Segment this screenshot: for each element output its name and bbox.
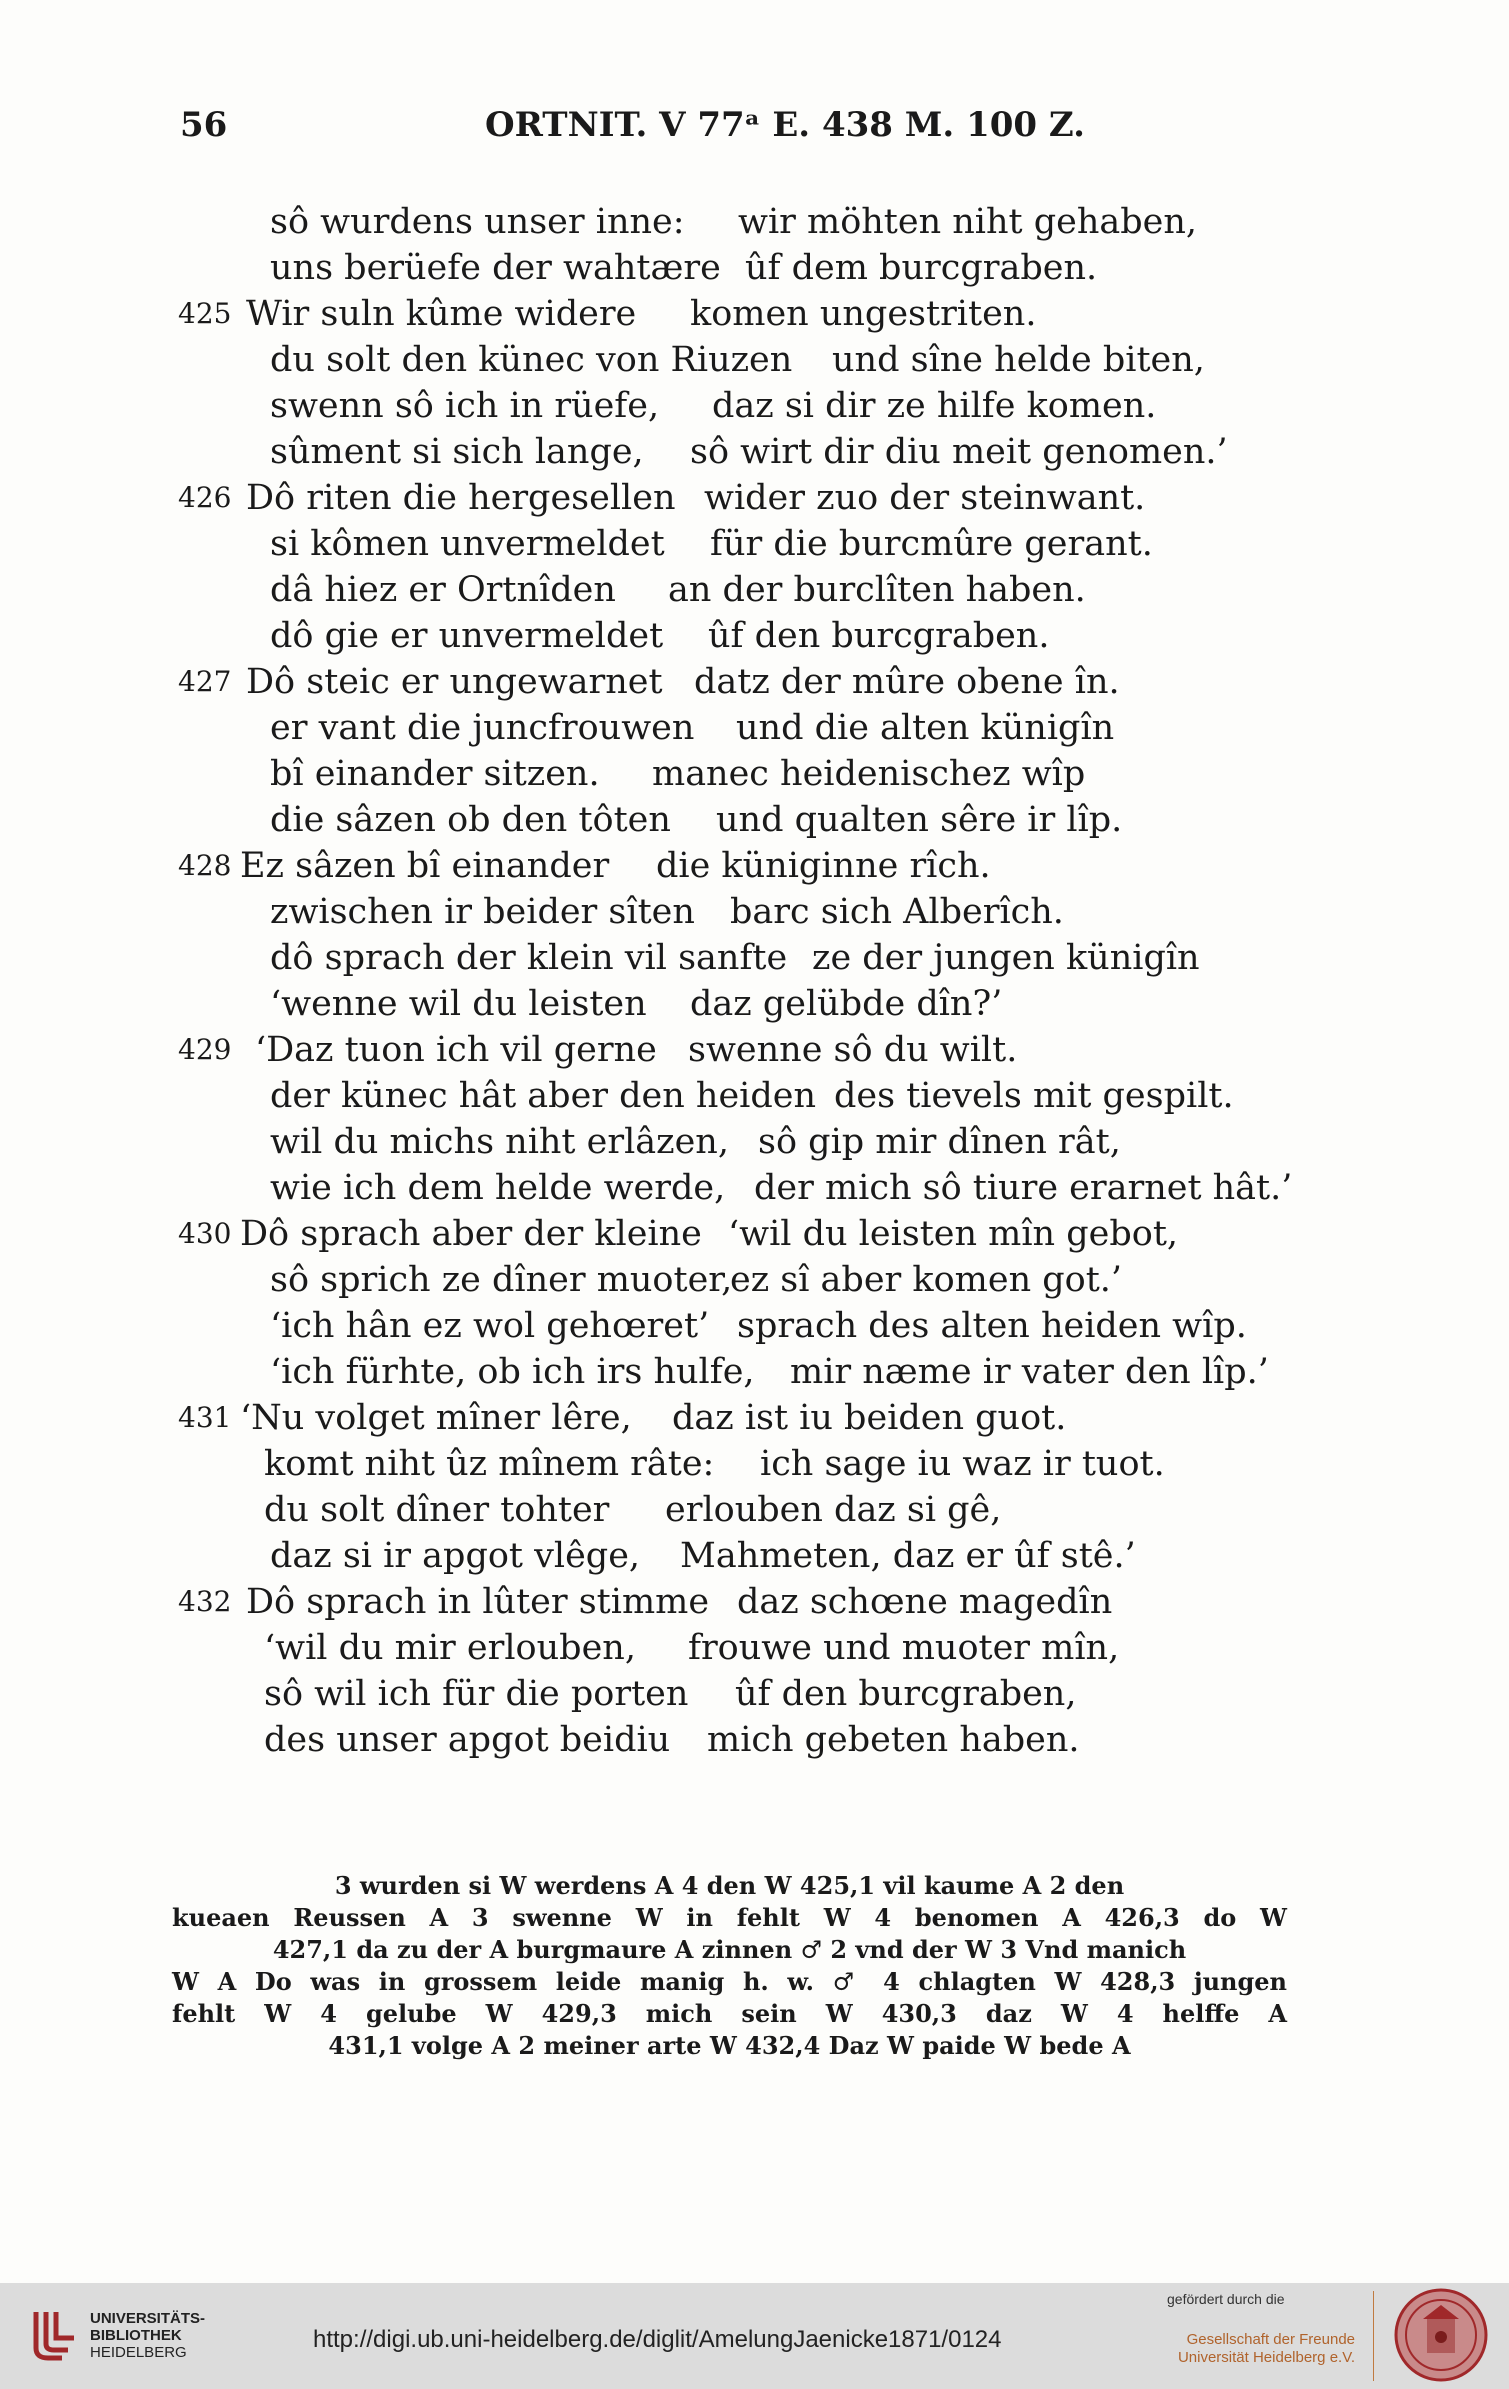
first-half-line: Wir suln kûme widere [246,294,637,334]
critical-apparatus [172,1870,1287,2062]
verse-line [0,291,1509,337]
verse-line [0,1533,1509,1579]
second-half-line: und sîne helde biten, [832,340,1205,380]
second-half-line: datz der mûre obene în. [694,662,1120,702]
strophe-number: 432 [178,1585,232,1618]
page-number: 56 [180,105,228,145]
second-half-line: sô wirt dir diu meit genomen.’ [690,432,1228,472]
verse-line [0,613,1509,659]
first-half-line: dô sprach der klein vil sanfte [270,938,788,978]
verse-line [0,1027,1509,1073]
verse-line [0,337,1509,383]
apparatus-line: 431,1 volge A 2 meiner arte W 432,4 Daz W paide W bede A [328,2031,1131,2060]
second-half-line: Mahmeten, daz er ûf stê.’ [680,1536,1136,1576]
first-half-line: swenn sô ich in rüefe, [270,386,660,426]
apparatus-line: fehlt W 4 gelube W 429,3 mich sein W 430,3 daz W 4 helffe A [172,1999,1287,2028]
second-half-line: daz gelübde dîn?’ [690,984,1003,1024]
verse-line [0,843,1509,889]
first-half-line: bî einander sitzen. [270,754,600,794]
verse-line [0,981,1509,1027]
second-half-line: ich sage iu waz ir tuot. [760,1444,1165,1484]
first-half-line: dâ hiez er Ortnîden [270,570,616,610]
second-half-line: ûf dem burcgraben. [745,248,1098,288]
verse-line [0,1395,1509,1441]
first-half-line: wil du michs niht erlâzen, [270,1122,729,1162]
second-half-line: an der burclîten haben. [668,570,1086,610]
second-half-line: die küniginne rîch. [656,846,991,886]
first-half-line: des unser apgot beidiu [264,1720,671,1760]
first-half-line: zwischen ir beider sîten [270,892,695,932]
sponsor-label: gefördert durch die [1167,2291,1285,2307]
second-half-line: daz si dir ze hilfe komen. [712,386,1157,426]
verse-line [0,1717,1509,1763]
second-half-line: ez sî aber komen got.’ [730,1260,1123,1300]
sponsor-name-line: Gesellschaft der Freunde [1186,2331,1355,2348]
second-half-line: ze der jungen künigîn [812,938,1200,978]
first-half-line: sô wil ich für die porten [264,1674,689,1714]
first-half-line: komt niht ûz mînem râte: [264,1444,715,1484]
second-half-line: sprach des alten heiden wîp. [737,1306,1247,1346]
verse-line [0,245,1509,291]
second-half-line: ‘wil du leisten mîn gebot, [728,1214,1179,1254]
verse-line [0,751,1509,797]
second-half-line: wider zuo der steinwant. [704,478,1146,518]
strophe-number: 429 [178,1033,232,1066]
second-half-line: und die alten künigîn [736,708,1115,748]
first-half-line: Dô sprach aber der kleine [240,1214,702,1254]
second-half-line: ûf den burcgraben, [735,1674,1077,1714]
verse-line [0,567,1509,613]
digitization-footer [0,2283,1509,2389]
verse-line [0,1487,1509,1533]
first-half-line: Ez sâzen bî einander [240,846,610,886]
first-half-line: du solt dîner tohter [264,1490,610,1530]
apparatus-line: 3 wurden si W werdens A 4 den W 425,1 vil kaume A 2 den [334,1871,1125,1900]
sponsor-name [1177,2331,1355,2367]
strophe-number: 431 [178,1401,232,1434]
strophe-number: 426 [178,481,232,514]
library-name-line: BIBLIOTHEK [90,2327,182,2344]
second-half-line: erlouben daz si gê, [665,1490,1002,1530]
verse-line [0,1165,1509,1211]
second-half-line: barc sich Alberîch. [730,892,1064,932]
first-half-line: dô gie er unvermeldet [270,616,664,656]
second-half-line: wir möhten niht gehaben, [738,202,1198,242]
footer-divider [1373,2291,1374,2381]
first-half-line: ‘ich hân ez wol gehœret’ [270,1306,710,1346]
second-half-line: manec heidenischez wîp [652,754,1086,794]
second-half-line: frouwe und muoter mîn, [688,1628,1120,1668]
first-half-line: ‘wil du mir erlouben, [264,1628,636,1668]
verse-line [0,797,1509,843]
verse-line [0,521,1509,567]
verse-line [0,383,1509,429]
verse-line [0,659,1509,705]
permalink[interactable]: http://digi.ub.uni-heidelberg.de/diglit/AmelungJaenicke1871/0124 [313,2326,1002,2353]
first-half-line: wie ich dem helde werde, [270,1168,726,1208]
first-half-line: Dô sprach in lûter stimme [246,1582,710,1622]
second-half-line: swenne sô du wilt. [688,1030,1018,1070]
first-half-line: Dô steic er ungewarnet [246,662,663,702]
verse-line [0,1119,1509,1165]
verse-line [0,705,1509,751]
verse-line [0,1257,1509,1303]
second-half-line: ûf den burcgraben. [708,616,1050,656]
page-header [180,105,1085,153]
first-half-line: Dô riten die hergesellen [246,478,676,518]
apparatus-line: kueaen Reussen A 3 swenne W in fehlt W 4 benomen A 426,3 do W [172,1903,1287,1932]
verse-line [0,1671,1509,1717]
running-title: ORTNIT. V 77ᵃ E. 438 M. 100 Z. [485,105,1085,145]
verse-line [0,1579,1509,1625]
library-name [90,2310,205,2361]
verse-line [0,889,1509,935]
verse-line [0,1349,1509,1395]
first-half-line: ‘wenne wil du leisten [270,984,647,1024]
strophe-number: 425 [178,297,232,330]
first-half-line: der künec hât aber den heiden [270,1076,817,1116]
first-half-line: die sâzen ob den tôten [270,800,671,840]
second-half-line: des tievels mit gespilt. [834,1076,1234,1116]
second-half-line: mir næme ir vater den lîp.’ [790,1352,1269,1392]
second-half-line: der mich sô tiure erarnet hât.’ [754,1168,1293,1208]
first-half-line: er vant die juncfrouwen [270,708,695,748]
strophe-number: 430 [178,1217,232,1250]
first-half-line: si kômen unvermeldet [270,524,665,564]
verse-line [0,429,1509,475]
strophe-number: 428 [178,849,232,882]
first-half-line: du solt den künec von Riuzen [270,340,793,380]
first-half-line: sô sprich ze dîner muoter, [270,1260,733,1300]
verse-line [0,1625,1509,1671]
first-half-line: ‘Nu volget mîner lêre, [240,1398,632,1438]
library-name-line: HEIDELBERG [90,2344,187,2361]
university-seal-icon [1393,2287,1489,2383]
sponsor-name-line: Universität Heidelberg e.V. [1177,2349,1355,2366]
verse-line [0,1073,1509,1119]
second-half-line: mich gebeten haben. [707,1720,1080,1760]
verse-line [0,935,1509,981]
second-half-line: komen ungestriten. [690,294,1037,334]
library-name-line: UNIVERSITÄTS- [90,2310,206,2327]
first-half-line: sûment si sich lange, [270,432,644,472]
apparatus-line: W A Do was in grossem leide manig h. w. ♂ 4 chlagten W 428,3 jungen [172,1967,1287,1996]
ub-heidelberg-logo-icon [28,2308,78,2364]
first-half-line: ‘ich fürhte, ob ich irs hulfe, [270,1352,755,1392]
second-half-line: für die burcmûre gerant. [710,524,1153,564]
verse-line [0,475,1509,521]
verse-line [0,1211,1509,1257]
verse-line [0,1441,1509,1487]
apparatus-line: 427,1 da zu der A burgmaure A zinnen ♂ 2 vnd der W 3 Vnd manich [272,1935,1187,1964]
first-half-line: uns berüefe der wahtære [270,248,721,288]
second-half-line: sô gip mir dînen rât, [758,1122,1121,1162]
first-half-line: daz si ir apgot vlêge, [270,1536,641,1576]
second-half-line: und qualten sêre ir lîp. [716,800,1123,840]
first-half-line: sô wurdens unser inne: [270,202,685,242]
second-half-line: daz schœne magedîn [737,1582,1113,1622]
verse-line [0,199,1509,245]
second-half-line: daz ist iu beiden guot. [672,1398,1067,1438]
verse-line [0,1303,1509,1349]
first-half-line: ‘Daz tuon ich vil gerne [255,1030,657,1070]
strophe-number: 427 [178,665,232,698]
